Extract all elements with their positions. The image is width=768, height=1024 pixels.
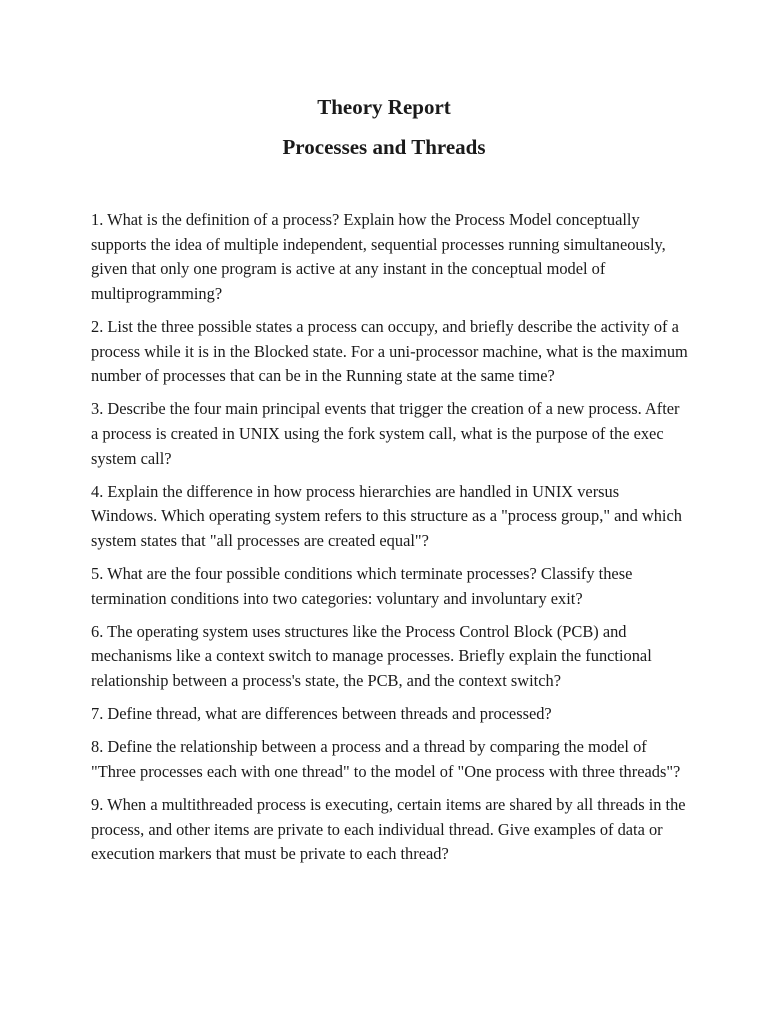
question-6: 6. The operating system uses structures like the Process Control Block (PCB) and mechanisms like a context switch to manage processes. Briefly explain the functional relationship between a process's state, the PCB, and the context switch? — [91, 621, 652, 691]
question-4: 4. Explain the difference in how process hierarchies are handled in UNIX versus Windows. Which operating system refers to this structure as a "process group," and which system states that "all processes are created equal"? — [91, 481, 682, 550]
question-1: 1. What is the definition of a process? Explain how the Process Model conceptually supports the idea of multiple independent, sequential processes running simultaneously, given that only one program is active at any instant in the conceptual model of multiprogramming? — [91, 210, 666, 303]
question-2: 2. List the three possible states a process can occupy, and briefly describe the activity of a process while it is in the Blocked state. For a uni-processor machine, what is the maximum number of processes that can be in the Running state at the same time? — [91, 316, 688, 386]
document-subtitle: Processes and Threads — [282, 135, 486, 159]
question-9: 9. When a multithreaded process is executing, certain items are shared by all threads in the process, and other items are private to each individual thread. Give examples of data or execution markers that must be private to each thread? — [91, 795, 686, 864]
question-list — [91, 208, 689, 876]
question-3: 3. Describe the four main principal events that trigger the creation of a new process. After a process is created in UNIX using the fork system call, what is the purpose of the exec system call? — [91, 399, 680, 468]
question-8: 8. Define the relationship between a process and a thread by comparing the model of "Three processes each with one thread" to the model of "One process with three threads"? — [91, 737, 681, 782]
document-title: Theory Report — [317, 95, 451, 119]
question-7: 7. Define thread, what are differences between threads and processed? — [91, 704, 552, 724]
question-5: 5. What are the four possible conditions which terminate processes? Classify these termination conditions into two categories: voluntary and involuntary exit? — [91, 564, 633, 608]
